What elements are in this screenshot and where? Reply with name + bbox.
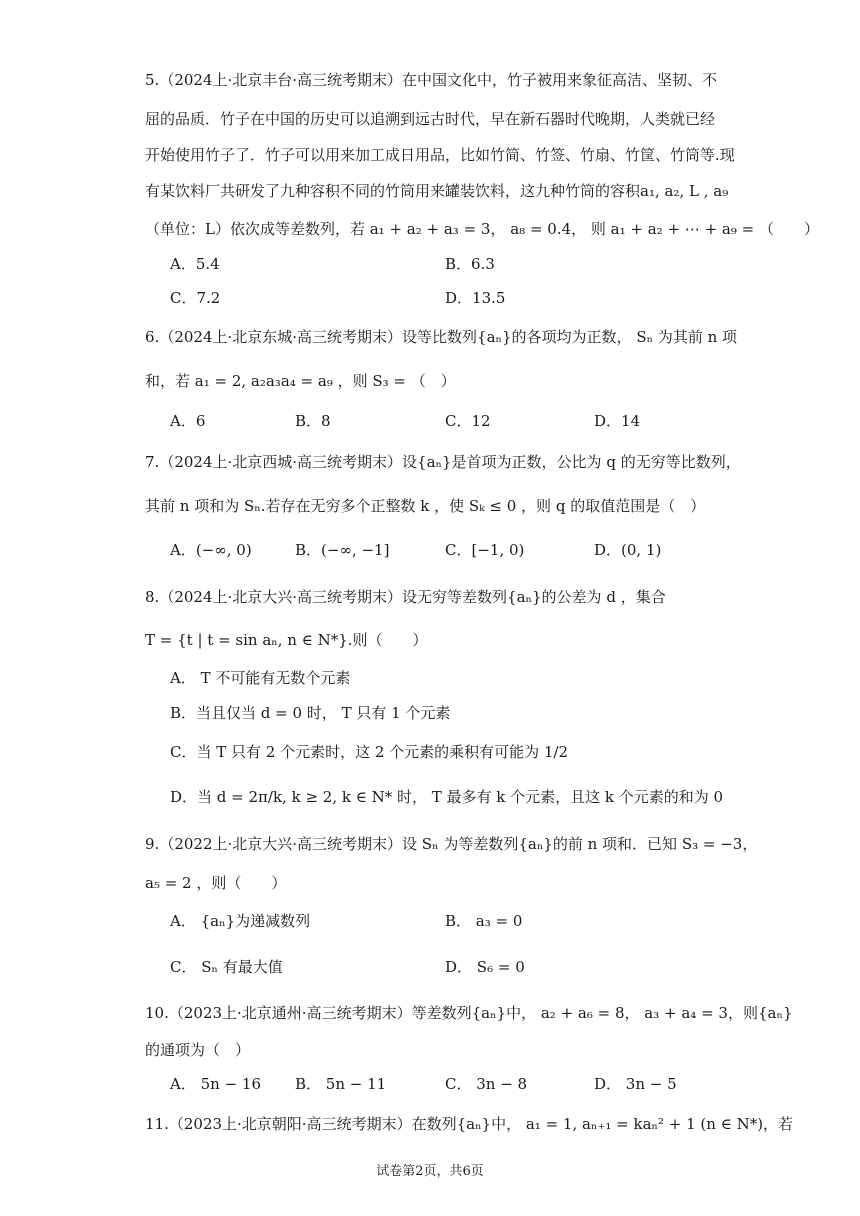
q7-line-2: 其前 n 项和为 Sₙ.若存在无穷多个正整数 k ，使 Sₖ ≤ 0 ，则 q 的取值范围是（ ）: [145, 497, 706, 515]
q7-option-c: C．[−1, 0): [445, 541, 525, 559]
q8-option-c: C．当 T 只有 2 个元素时，这 2 个元素的乘积有可能为 1/2: [170, 743, 569, 761]
q6-text-1: 设等比数列{aₙ}的各项均为正数， Sₙ 为其前 n 项: [402, 328, 738, 346]
q5-line-1: [145, 70, 717, 90]
q5-line-2: 屈的品质．竹子在中国的历史可以追溯到远古时代，早在新石器时代晚期，人类就已经: [145, 110, 716, 128]
q5-option-c: C．7.2: [170, 289, 221, 307]
q5-option-b: B．6.3: [445, 255, 495, 273]
q5-number: 5.: [145, 71, 160, 89]
q8-option-a: A． T 不可能有无数个元素: [170, 669, 351, 687]
q9-source: （2022上·北京大兴·高三统考期末）: [159, 835, 403, 853]
q5-option-a: A．5.4: [170, 255, 220, 273]
q8-source: （2024上·北京大兴·高三统考期末）: [159, 588, 403, 606]
q10-number: 10.: [145, 1004, 169, 1022]
q11-number: 11.: [145, 1115, 169, 1133]
q8-line-2: T = {t | t = sin aₙ, n ∈ N*}.则（ ）: [145, 631, 428, 649]
q10-option-d: D． 3n − 5: [594, 1075, 677, 1093]
q7-number: 7.: [145, 453, 160, 471]
q7-line-1: [145, 452, 741, 472]
q11-line-1: [145, 1114, 793, 1134]
q5-line-5: （单位：L）依次成等差数列，若 a₁ + a₂ + a₃ = 3， a₈ = 0.4， 则 a₁ + a₂ + ⋯ + a₉ = （ ）: [145, 220, 819, 238]
q5-option-d: D．13.5: [445, 289, 506, 307]
q9-line-2: a₅ = 2 ，则（ ）: [145, 874, 287, 892]
q5-text-1: 在中国文化中，竹子被用来象征高洁、坚韧、不: [402, 71, 718, 89]
q5-line-3: 开始使用竹子了．竹子可以用来加工成日用品，比如竹简、竹签、竹扇、竹筐、竹筒等.现: [145, 146, 735, 164]
q8-option-d: D．当 d = 2π/k, k ≥ 2, k ∈ N* 时， T 最多有 k 个元素，且这 k 个元素的和为 0: [170, 788, 724, 806]
q9-option-d: D． S₆ = 0: [445, 958, 525, 976]
q10-option-c: C． 3n − 8: [445, 1075, 528, 1093]
q6-line-1: [145, 327, 737, 347]
q6-option-b: B．8: [295, 412, 331, 430]
q6-option-c: C．12: [445, 412, 491, 430]
q6-option-a: A．6: [170, 412, 206, 430]
q6-option-d: D．14: [594, 412, 641, 430]
q7-option-d: D．(0, 1): [594, 541, 662, 559]
q11-source: （2023上·北京朝阳·高三统考期末）: [168, 1115, 412, 1133]
q5-line-4: 有某饮料厂共研发了九种容积不同的竹筒用来罐装饮料，这九种竹筒的容积a₁, a₂, L , a₉: [145, 182, 729, 200]
q7-option-b: B．(−∞, −1]: [295, 541, 390, 559]
q9-option-b: B． a₃ = 0: [445, 912, 523, 930]
q10-option-b: B． 5n − 11: [295, 1075, 387, 1093]
q10-source: （2023上·北京通州·高三统考期末）: [168, 1004, 412, 1022]
q10-option-a: A． 5n − 16: [170, 1075, 261, 1093]
q8-number: 8.: [145, 588, 160, 606]
q6-source: （2024上·北京东城·高三统考期末）: [159, 328, 403, 346]
q9-line-1: [145, 834, 757, 854]
page-footer: 试卷第2页，共6页: [376, 1164, 484, 1179]
q8-option-b: B．当且仅当 d = 0 时， T 只有 1 个元素: [170, 704, 451, 722]
q8-line-1: [145, 587, 666, 607]
q9-option-c: C． Sₙ 有最大值: [170, 958, 283, 976]
q9-text-1: 设 Sₙ 为等差数列{aₙ}的前 n 项和．已知 S₃ = −3，: [402, 835, 758, 853]
q9-number: 9.: [145, 835, 160, 853]
q7-text-1: 设{aₙ}是首项为正数，公比为 q 的无穷等比数列，: [402, 453, 741, 471]
q7-source: （2024上·北京西城·高三统考期末）: [159, 453, 403, 471]
q6-number: 6.: [145, 328, 160, 346]
q6-line-2: 和，若 a₁ = 2, a₂a₃a₄ = a₉ ，则 S₃ = （ ）: [145, 372, 456, 390]
q10-text-1: 等差数列{aₙ}中， a₂ + a₆ = 8， a₃ + a₄ = 3，则{aₙ}: [411, 1004, 793, 1022]
q5-source: （2024上·北京丰台·高三统考期末）: [159, 71, 403, 89]
q11-text-1: 在数列{aₙ}中， a₁ = 1, aₙ₊₁ = kaₙ² + 1 (n ∈ N*)，若: [411, 1115, 794, 1133]
q7-option-a: A．(−∞, 0): [170, 541, 252, 559]
q10-line-2: 的通项为（ ）: [145, 1041, 251, 1059]
q9-option-a: A． {aₙ}为递减数列: [170, 912, 311, 930]
q10-line-1: [145, 1003, 792, 1023]
q8-text-1: 设无穷等差数列{aₙ}的公差为 d ，集合: [402, 588, 666, 606]
